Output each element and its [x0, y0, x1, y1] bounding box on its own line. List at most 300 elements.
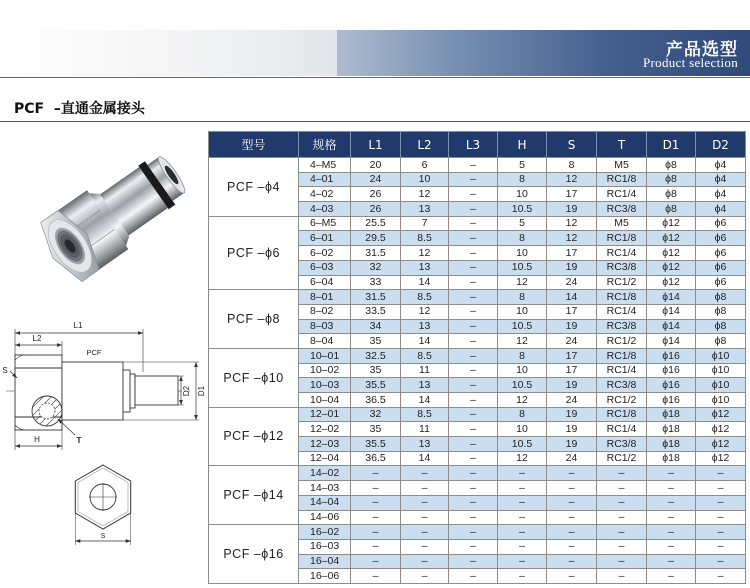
value-cell-d2: – [696, 496, 746, 511]
value-cell-t: RC3/8 [597, 378, 647, 393]
spec-cell: 4–01 [299, 173, 351, 188]
value-cell-l1: 25.5 [351, 217, 401, 232]
model-cell: PCF –ϕ14 [209, 466, 299, 525]
value-cell-h: 12 [498, 334, 547, 349]
value-cell-t: RC1/2 [597, 393, 647, 408]
value-cell-d1: – [647, 540, 696, 555]
value-cell-l2: – [401, 496, 449, 511]
value-cell-l1: 32 [351, 408, 401, 423]
value-cell-s: 19 [547, 261, 597, 276]
value-cell-s: 24 [547, 334, 597, 349]
value-cell-l3: – [449, 187, 498, 202]
value-cell-l2: 14 [401, 276, 449, 291]
value-cell-l2: 11 [401, 422, 449, 437]
header-cell-l2: L2 [401, 132, 449, 158]
value-cell-d1: – [647, 496, 696, 511]
value-cell-l1: – [351, 511, 401, 526]
spec-cell: 6–02 [299, 246, 351, 261]
header-cell-h: H [498, 132, 547, 158]
value-cell-l2: – [401, 511, 449, 526]
value-cell-l1: 36.5 [351, 393, 401, 408]
header-cell-s: S [547, 132, 597, 158]
thread-section-bore [39, 403, 55, 419]
value-cell-l3: – [449, 408, 498, 423]
value-cell-d1: ϕ8 [647, 173, 696, 188]
value-cell-s: – [547, 525, 597, 540]
value-cell-l1: 20 [351, 158, 401, 173]
model-cell: PCF –ϕ6 [209, 217, 299, 290]
value-cell-l1: 32.5 [351, 349, 401, 364]
value-cell-d1: ϕ18 [647, 437, 696, 452]
spec-cell: 8–01 [299, 290, 351, 305]
spec-cell: 12–03 [299, 437, 351, 452]
value-cell-t: RC3/8 [597, 261, 647, 276]
value-cell-l1: 34 [351, 320, 401, 335]
value-cell-l1: 35 [351, 364, 401, 379]
value-cell-l3: – [449, 496, 498, 511]
value-cell-l3: – [449, 334, 498, 349]
value-cell-l3: – [449, 481, 498, 496]
value-cell-d1: ϕ16 [647, 393, 696, 408]
value-cell-l1: 32 [351, 261, 401, 276]
value-cell-t: RC1/8 [597, 408, 647, 423]
value-cell-d2: ϕ12 [696, 437, 746, 452]
value-cell-d1: ϕ14 [647, 305, 696, 320]
value-cell-d1: ϕ8 [647, 202, 696, 217]
value-cell-t: – [597, 511, 647, 526]
value-cell-h: – [498, 511, 547, 526]
value-cell-t: RC3/8 [597, 437, 647, 452]
value-cell-l2: 12 [401, 246, 449, 261]
value-cell-l2: 6 [401, 158, 449, 173]
value-cell-t: – [597, 525, 647, 540]
value-cell-l1: – [351, 525, 401, 540]
header-banner [337, 30, 750, 76]
title-underline [0, 121, 750, 122]
value-cell-h: 10.5 [498, 202, 547, 217]
value-cell-h: 8 [498, 290, 547, 305]
value-cell-h: – [498, 569, 547, 584]
value-cell-l3: – [449, 290, 498, 305]
value-cell-l3: – [449, 364, 498, 379]
spec-cell: 6–03 [299, 261, 351, 276]
value-cell-t: – [597, 466, 647, 481]
header-cell-spec: 规格 [299, 132, 351, 158]
value-cell-s: – [547, 569, 597, 584]
value-cell-d1: ϕ14 [647, 334, 696, 349]
spec-table [208, 131, 746, 584]
value-cell-d2: ϕ4 [696, 158, 746, 173]
model-cell: PCF –ϕ8 [209, 290, 299, 349]
value-cell-l3: – [449, 349, 498, 364]
label-d1: D1 [197, 385, 206, 397]
spec-cell: 6–M5 [299, 217, 351, 232]
value-cell-d1: ϕ14 [647, 290, 696, 305]
value-cell-l3: – [449, 173, 498, 188]
value-cell-h: 8 [498, 349, 547, 364]
value-cell-t: RC3/8 [597, 320, 647, 335]
value-cell-t: RC1/4 [597, 187, 647, 202]
value-cell-l1: 24 [351, 173, 401, 188]
value-cell-t: – [597, 540, 647, 555]
value-cell-d2: ϕ12 [696, 408, 746, 423]
spec-cell: 8–02 [299, 305, 351, 320]
value-cell-d2: ϕ8 [696, 305, 746, 320]
spec-cell: 14–03 [299, 481, 351, 496]
spec-cell: 12–04 [299, 452, 351, 467]
value-cell-s: 14 [547, 290, 597, 305]
value-cell-l2: – [401, 540, 449, 555]
value-cell-d1: ϕ8 [647, 158, 696, 173]
value-cell-h: 5 [498, 158, 547, 173]
value-cell-s: 12 [547, 217, 597, 232]
spec-cell: 14–04 [299, 496, 351, 511]
value-cell-l2: – [401, 466, 449, 481]
value-cell-t: – [597, 481, 647, 496]
value-cell-l1: 35 [351, 334, 401, 349]
value-cell-l1: 31.5 [351, 290, 401, 305]
value-cell-l2: 10 [401, 173, 449, 188]
value-cell-d2: ϕ6 [696, 231, 746, 246]
value-cell-d1: ϕ12 [647, 246, 696, 261]
value-cell-s: – [547, 555, 597, 570]
value-cell-h: 10.5 [498, 437, 547, 452]
value-cell-l3: – [449, 555, 498, 570]
value-cell-l2: 11 [401, 364, 449, 379]
value-cell-t: – [597, 569, 647, 584]
spec-cell: 6–04 [299, 276, 351, 291]
label-h: H [34, 435, 40, 444]
value-cell-d2: ϕ4 [696, 173, 746, 188]
value-cell-h: 10 [498, 187, 547, 202]
value-cell-t: RC1/4 [597, 422, 647, 437]
value-cell-l1: 35.5 [351, 378, 401, 393]
value-cell-h: 10.5 [498, 320, 547, 335]
value-cell-l1: 31.5 [351, 246, 401, 261]
value-cell-s: 24 [547, 452, 597, 467]
value-cell-l2: – [401, 525, 449, 540]
value-cell-d2: ϕ6 [696, 246, 746, 261]
value-cell-d2: ϕ4 [696, 187, 746, 202]
value-cell-h: 12 [498, 452, 547, 467]
value-cell-l1: – [351, 481, 401, 496]
value-cell-l1: 33.5 [351, 305, 401, 320]
label-model: PCF [86, 348, 102, 357]
value-cell-l1: 35 [351, 422, 401, 437]
value-cell-d1: ϕ16 [647, 349, 696, 364]
value-cell-l2: 7 [401, 217, 449, 232]
value-cell-h: 12 [498, 393, 547, 408]
model-cell: PCF –ϕ4 [209, 158, 299, 217]
value-cell-l3: – [449, 320, 498, 335]
value-cell-s: – [547, 496, 597, 511]
value-cell-l1: 29.5 [351, 231, 401, 246]
value-cell-l2: 13 [401, 202, 449, 217]
model-cell: PCF –ϕ10 [209, 349, 299, 408]
value-cell-l1: – [351, 466, 401, 481]
value-cell-d2: ϕ10 [696, 364, 746, 379]
tube-outline [135, 376, 178, 405]
value-cell-l2: 14 [401, 334, 449, 349]
value-cell-d2: ϕ6 [696, 261, 746, 276]
value-cell-l2: 8.5 [401, 231, 449, 246]
value-cell-l1: 26 [351, 187, 401, 202]
value-cell-l2: 12 [401, 305, 449, 320]
value-cell-l3: – [449, 202, 498, 217]
value-cell-h: 5 [498, 217, 547, 232]
value-cell-s: – [547, 511, 597, 526]
value-cell-d1: ϕ12 [647, 261, 696, 276]
spec-cell: 6–01 [299, 231, 351, 246]
value-cell-d2: ϕ6 [696, 217, 746, 232]
value-cell-d2: ϕ4 [696, 202, 746, 217]
value-cell-l2: 13 [401, 261, 449, 276]
value-cell-d2: ϕ10 [696, 378, 746, 393]
value-cell-l2: 13 [401, 378, 449, 393]
value-cell-l2: 8.5 [401, 349, 449, 364]
value-cell-s: 19 [547, 202, 597, 217]
value-cell-h: – [498, 496, 547, 511]
body-outline [62, 362, 123, 420]
product-photo [32, 143, 196, 288]
value-cell-t: RC1/4 [597, 246, 647, 261]
value-cell-s: 19 [547, 408, 597, 423]
spec-cell: 10–02 [299, 364, 351, 379]
value-cell-s: 19 [547, 422, 597, 437]
label-s-side: S [2, 366, 8, 375]
spec-cell: 16–03 [299, 540, 351, 555]
value-cell-d1: – [647, 481, 696, 496]
label-l2: L2 [32, 334, 42, 343]
value-cell-l3: – [449, 511, 498, 526]
value-cell-s: 12 [547, 231, 597, 246]
header-cell-d1: D1 [647, 132, 696, 158]
value-cell-t: – [597, 555, 647, 570]
label-d2: D2 [182, 385, 191, 397]
value-cell-s: – [547, 540, 597, 555]
value-cell-s: 17 [547, 364, 597, 379]
value-cell-h: 10 [498, 422, 547, 437]
value-cell-l2: – [401, 555, 449, 570]
value-cell-l1: – [351, 540, 401, 555]
value-cell-l3: – [449, 158, 498, 173]
value-cell-t: RC1/8 [597, 231, 647, 246]
section-title: PCF –直通金属接头 [14, 101, 145, 117]
side-view-drawing [6, 329, 199, 450]
spec-cell: 4–03 [299, 202, 351, 217]
value-cell-l3: – [449, 525, 498, 540]
header-left-fade [0, 30, 337, 76]
value-cell-l2: – [401, 569, 449, 584]
value-cell-s: 17 [547, 187, 597, 202]
value-cell-h: 10 [498, 364, 547, 379]
value-cell-h: 10 [498, 305, 547, 320]
value-cell-s: 24 [547, 393, 597, 408]
value-cell-d2: ϕ12 [696, 452, 746, 467]
value-cell-d2: ϕ10 [696, 349, 746, 364]
value-cell-d2: – [696, 466, 746, 481]
value-cell-h: – [498, 481, 547, 496]
value-cell-l2: 13 [401, 320, 449, 335]
label-s-front: S [100, 533, 106, 540]
spec-cell: 10–03 [299, 378, 351, 393]
spec-cell: 14–06 [299, 511, 351, 526]
value-cell-d1: ϕ12 [647, 217, 696, 232]
value-cell-s: 19 [547, 320, 597, 335]
value-cell-t: RC1/8 [597, 173, 647, 188]
value-cell-t: – [597, 496, 647, 511]
label-t: T [76, 436, 82, 445]
header-cell-model: 型号 [209, 132, 299, 158]
value-cell-h: – [498, 466, 547, 481]
value-cell-l3: – [449, 452, 498, 467]
value-cell-t: M5 [597, 158, 647, 173]
value-cell-d1: ϕ8 [647, 187, 696, 202]
value-cell-t: M5 [597, 217, 647, 232]
value-cell-d1: ϕ14 [647, 320, 696, 335]
spec-cell: 4–M5 [299, 158, 351, 173]
value-cell-s: 17 [547, 349, 597, 364]
spec-cell: 8–04 [299, 334, 351, 349]
model-cell: PCF –ϕ12 [209, 408, 299, 467]
value-cell-l2: 8.5 [401, 290, 449, 305]
spec-cell: 10–01 [299, 349, 351, 364]
value-cell-d2: – [696, 525, 746, 540]
value-cell-l2: 13 [401, 437, 449, 452]
header-cell-l1: L1 [351, 132, 401, 158]
header-cell-t: T [597, 132, 647, 158]
value-cell-l3: – [449, 378, 498, 393]
value-cell-d1: – [647, 555, 696, 570]
model-cell: PCF –ϕ16 [209, 525, 299, 584]
value-cell-l1: 33 [351, 276, 401, 291]
spec-cell: 12–02 [299, 422, 351, 437]
value-cell-t: RC1/2 [597, 334, 647, 349]
value-cell-l3: – [449, 217, 498, 232]
value-cell-h: – [498, 540, 547, 555]
value-cell-s: 24 [547, 276, 597, 291]
value-cell-h: – [498, 555, 547, 570]
value-cell-l3: – [449, 422, 498, 437]
value-cell-t: RC1/8 [597, 290, 647, 305]
value-cell-h: 8 [498, 408, 547, 423]
value-cell-s: 8 [547, 158, 597, 173]
value-cell-d2: ϕ12 [696, 422, 746, 437]
value-cell-l3: – [449, 261, 498, 276]
value-cell-h: – [498, 525, 547, 540]
label-l1: L1 [73, 321, 83, 330]
value-cell-l1: 26 [351, 202, 401, 217]
value-cell-l3: – [449, 569, 498, 584]
value-cell-l3: – [449, 437, 498, 452]
value-cell-t: RC1/8 [597, 349, 647, 364]
value-cell-d2: ϕ8 [696, 334, 746, 349]
value-cell-l1: 36.5 [351, 452, 401, 467]
value-cell-d2: – [696, 481, 746, 496]
left-illustrations [0, 130, 208, 588]
collar-ring [130, 374, 135, 408]
value-cell-d1: – [647, 569, 696, 584]
hex-nut-outline [15, 355, 62, 430]
value-cell-d2: ϕ8 [696, 320, 746, 335]
value-cell-l3: – [449, 276, 498, 291]
value-cell-s: 19 [547, 437, 597, 452]
value-cell-h: 8 [498, 231, 547, 246]
value-cell-t: RC1/2 [597, 276, 647, 291]
value-cell-s: 17 [547, 305, 597, 320]
value-cell-d2: ϕ8 [696, 290, 746, 305]
header-cell-d2: D2 [696, 132, 746, 158]
value-cell-s: – [547, 466, 597, 481]
spec-cell: 10–04 [299, 393, 351, 408]
spec-cell: 8–03 [299, 320, 351, 335]
value-cell-t: RC1/4 [597, 305, 647, 320]
value-cell-d1: ϕ12 [647, 231, 696, 246]
value-cell-t: RC1/2 [597, 452, 647, 467]
value-cell-d1: ϕ16 [647, 378, 696, 393]
value-cell-l1: – [351, 555, 401, 570]
value-cell-l3: – [449, 305, 498, 320]
value-cell-l3: – [449, 393, 498, 408]
value-cell-d2: – [696, 540, 746, 555]
value-cell-l2: 14 [401, 452, 449, 467]
value-cell-d1: – [647, 466, 696, 481]
spec-cell: 14–02 [299, 466, 351, 481]
value-cell-s: – [547, 481, 597, 496]
value-cell-d1: ϕ18 [647, 452, 696, 467]
value-cell-d1: – [647, 525, 696, 540]
value-cell-h: 10.5 [498, 261, 547, 276]
value-cell-l2: 14 [401, 393, 449, 408]
value-cell-d2: – [696, 569, 746, 584]
spec-cell: 16–06 [299, 569, 351, 584]
value-cell-h: 8 [498, 173, 547, 188]
spec-cell: 4–02 [299, 187, 351, 202]
value-cell-l2: 12 [401, 187, 449, 202]
collar-step [123, 370, 130, 412]
value-cell-d2: ϕ10 [696, 393, 746, 408]
spec-cell: 16–04 [299, 555, 351, 570]
value-cell-l1: 35.5 [351, 437, 401, 452]
value-cell-d1: ϕ12 [647, 276, 696, 291]
value-cell-h: 12 [498, 276, 547, 291]
value-cell-s: 19 [547, 378, 597, 393]
value-cell-l3: – [449, 231, 498, 246]
value-cell-d1: ϕ18 [647, 408, 696, 423]
spec-cell: 16–02 [299, 525, 351, 540]
value-cell-l3: – [449, 466, 498, 481]
header-cell-l3: L3 [449, 132, 498, 158]
value-cell-l2: 8.5 [401, 408, 449, 423]
value-cell-d1: – [647, 511, 696, 526]
value-cell-h: 10 [498, 246, 547, 261]
value-cell-t: RC1/4 [597, 364, 647, 379]
value-cell-l1: – [351, 569, 401, 584]
value-cell-h: 10.5 [498, 378, 547, 393]
value-cell-s: 12 [547, 173, 597, 188]
value-cell-l3: – [449, 540, 498, 555]
value-cell-d2: ϕ6 [696, 276, 746, 291]
value-cell-l2: – [401, 481, 449, 496]
value-cell-d2: – [696, 555, 746, 570]
value-cell-d1: ϕ18 [647, 422, 696, 437]
header-divider [0, 77, 750, 78]
banner-title-en: Product selection [643, 55, 738, 70]
value-cell-d1: ϕ16 [647, 364, 696, 379]
value-cell-d2: – [696, 511, 746, 526]
value-cell-l3: – [449, 246, 498, 261]
spec-cell: 12–01 [299, 408, 351, 423]
